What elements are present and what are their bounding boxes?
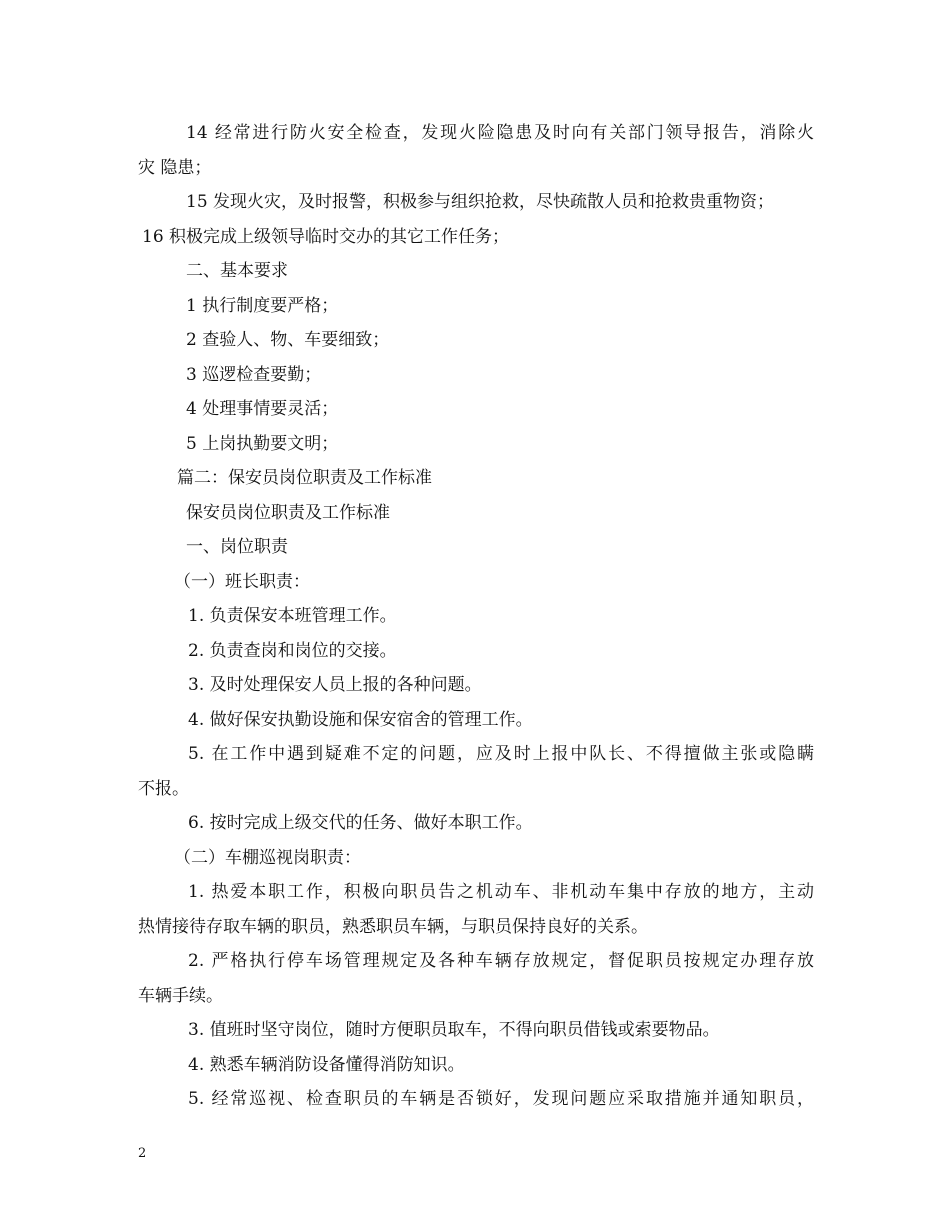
paragraph-line: 15 发现火灾，及时报警，积极参与组织抢救，尽快疏散人员和抢救贵重物资； (186, 192, 775, 212)
list-item: 3 巡逻检查要勤； (186, 364, 322, 385)
list-item: 6. 按时完成上级交代的任务、做好本职工作。 (188, 813, 533, 833)
list-item: 1. 负责保安本班管理工作。 (188, 606, 397, 626)
list-item-continuation: 不报。 (138, 778, 189, 799)
paragraph-line: 灾 隐患； (138, 157, 212, 178)
list-item: 2. 负责查岗和岗位的交接。 (188, 640, 397, 661)
list-item: 4 处理事情要灵活； (186, 399, 339, 419)
page-number: 2 (138, 1146, 147, 1161)
list-item: 5 上岗执勤要文明； (186, 433, 339, 454)
list-item: 2. 严格执行停车场管理规定及各种车辆存放规定，督促职员按规定办理存放 (188, 951, 814, 971)
list-item: 4. 熟悉车辆消防设备懂得消防知识。 (188, 1054, 465, 1075)
list-item: 3. 值班时坚守岗位，随时方便职员取车，不得向职员借钱或索要物品。 (188, 1020, 720, 1040)
list-item: 2 查验人、物、车要细致； (186, 330, 390, 350)
section-heading: 一、岗位职责 (186, 537, 288, 557)
list-item: 3. 及时处理保安人员上报的各种问题。 (188, 675, 482, 695)
paragraph-line: 16 积极完成上级领导临时交办的其它工作任务； (142, 226, 510, 247)
list-item: 5. 经常巡视、检查职员的车辆是否锁好，发现问题应采取措施并通知职员， (188, 1089, 814, 1109)
paragraph-line: 14 经常进行防火安全检查，发现火险隐患及时向有关部门领导报告，消除火 (186, 123, 814, 143)
list-item: 1 执行制度要严格； (186, 295, 339, 316)
subsection-heading: （二）车棚巡视岗职责： (174, 847, 361, 868)
list-item: 4. 做好保安执勤设施和保安宿舍的管理工作。 (188, 709, 533, 730)
page-body (138, 116, 814, 1117)
subsection-heading: （一）班长职责： (174, 571, 310, 592)
chapter-heading: 篇二：保安员岗位职责及工作标准 (177, 468, 432, 488)
document-title: 保安员岗位职责及工作标准 (186, 502, 390, 523)
section-heading: 二、基本要求 (186, 261, 288, 281)
list-item: 1. 热爱本职工作，积极向职员告之机动车、非机动车集中存放的地方，主动 (188, 882, 814, 902)
list-item-continuation: 车辆手续。 (138, 985, 223, 1006)
list-item: 5. 在工作中遇到疑难不定的问题，应及时上报中队长、不得擅做主张或隐瞒 (188, 744, 814, 764)
list-item-continuation: 热情接待存取车辆的职员，熟悉职员车辆，与职员保持良好的关系。 (138, 916, 648, 937)
